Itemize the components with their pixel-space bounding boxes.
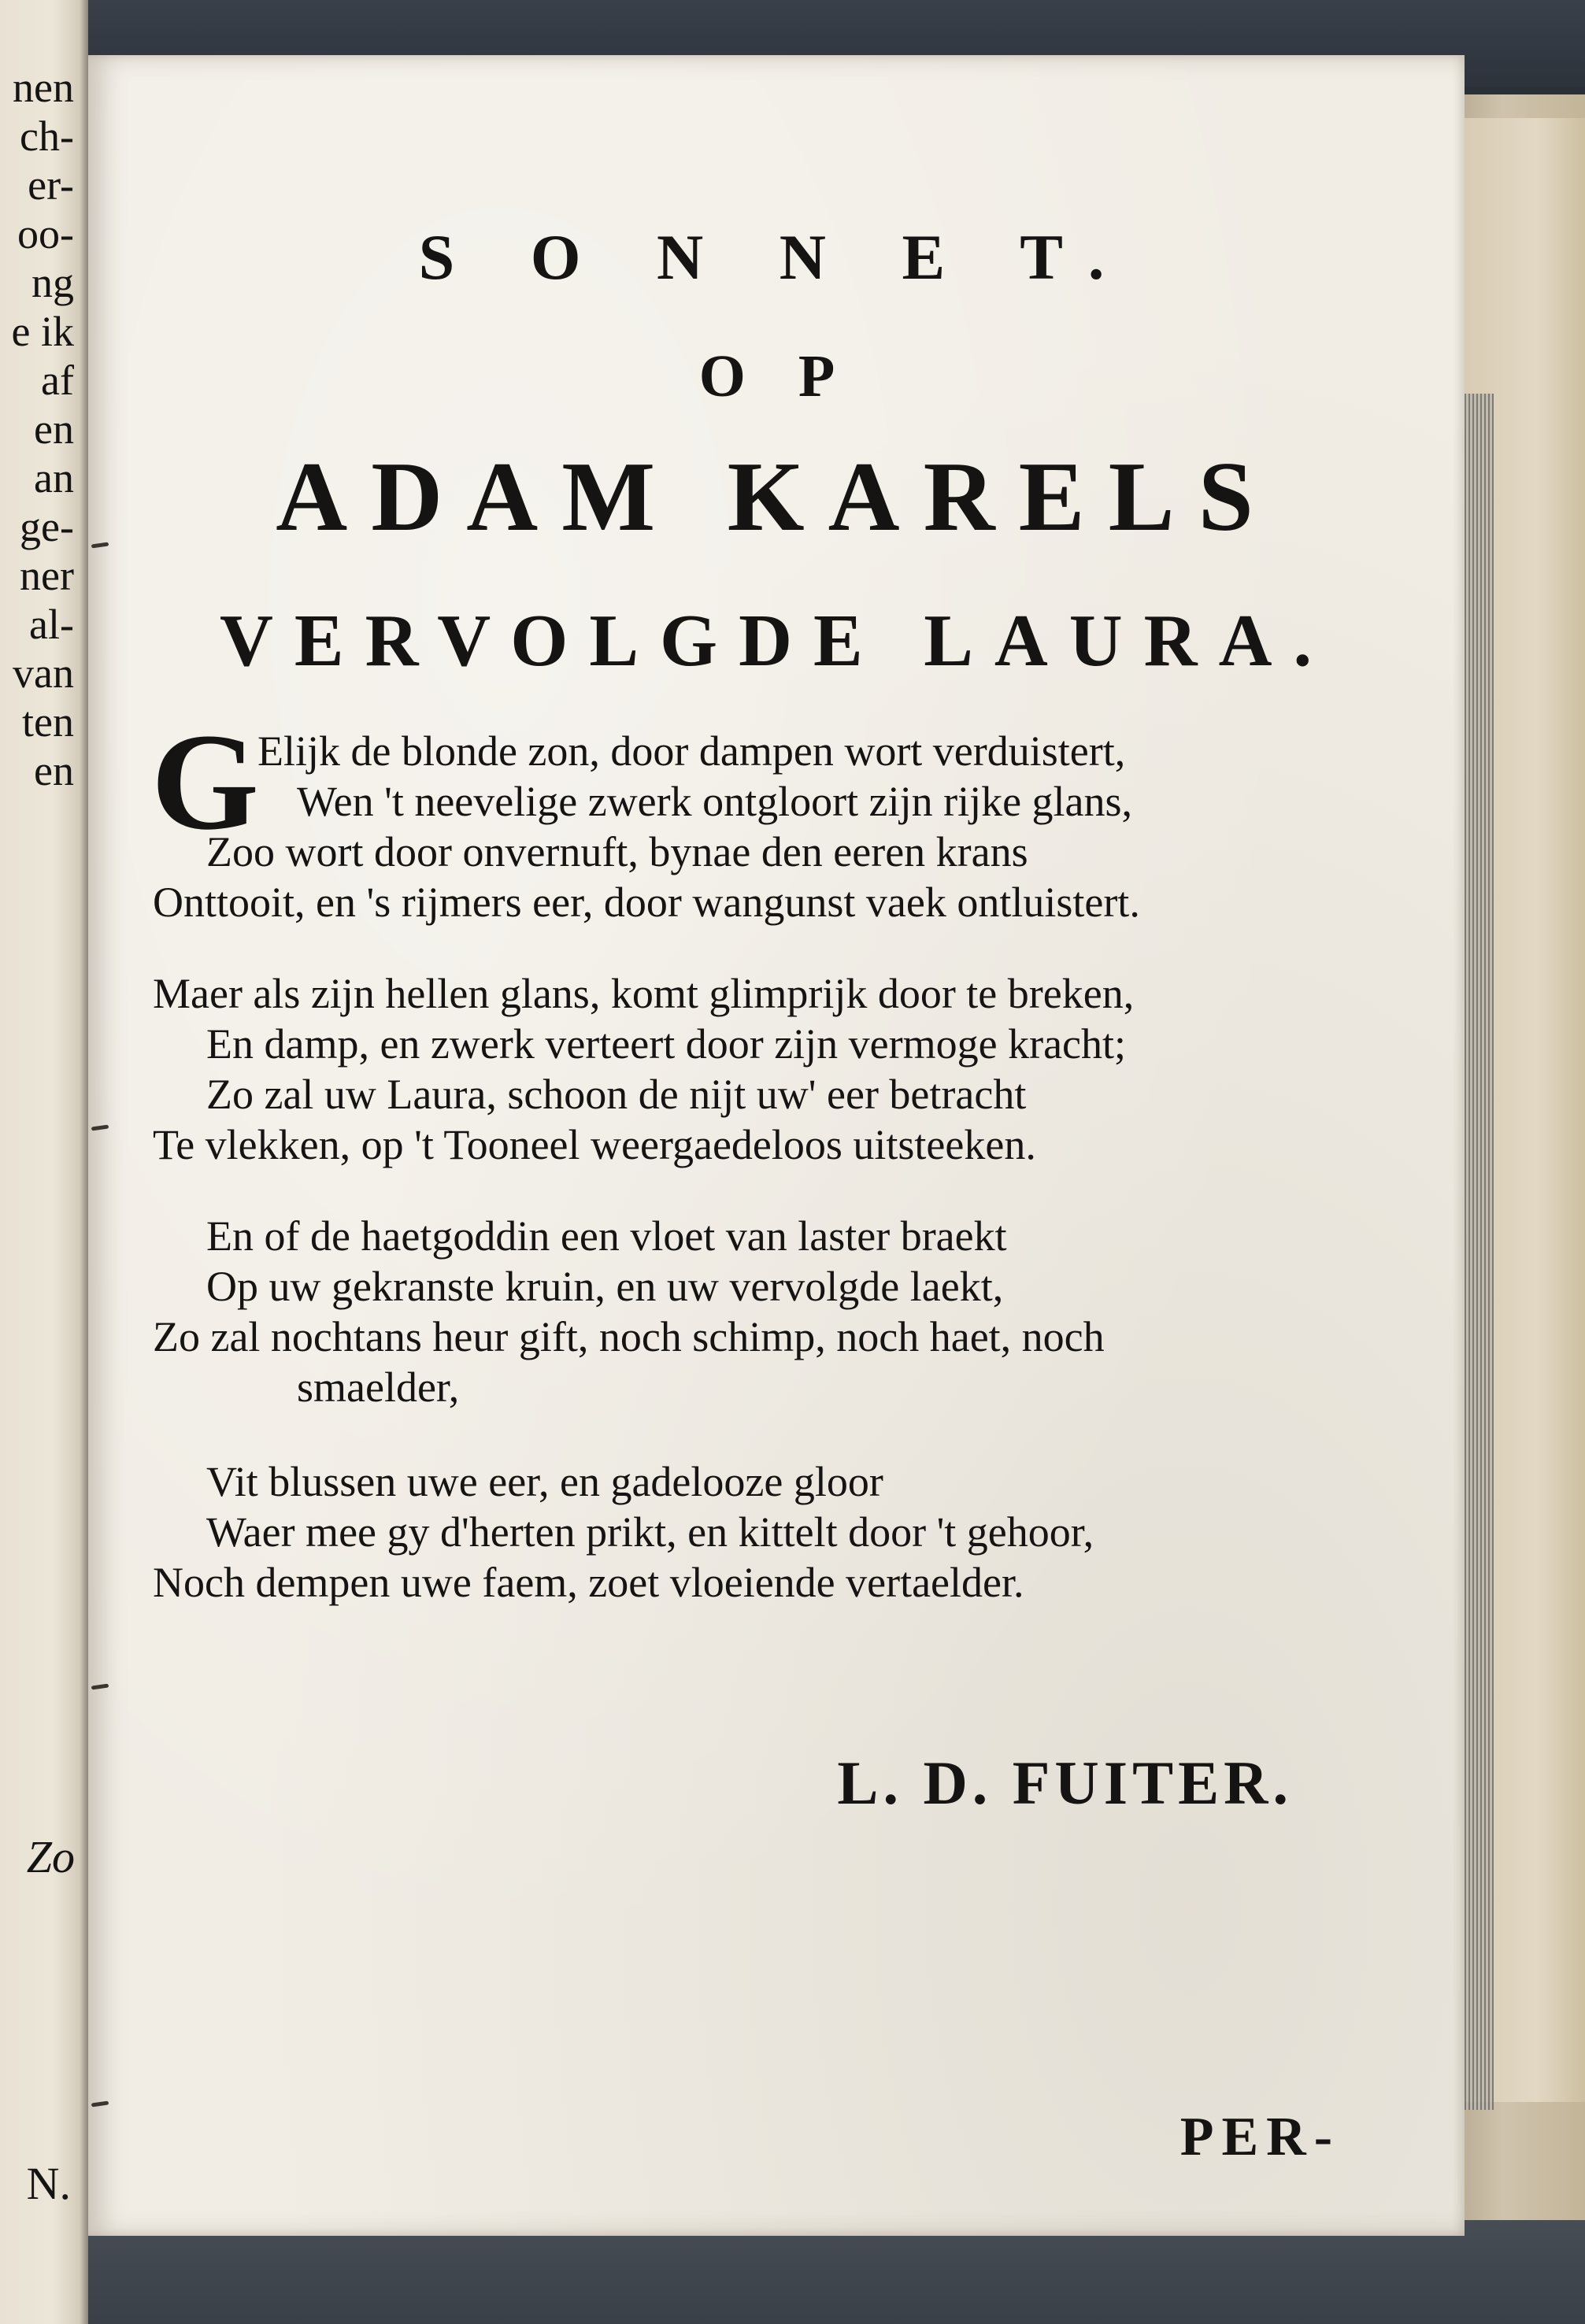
poem-line: Onttooit, en 's rijmers eer, door wangunst vaek ontluistert. [153,879,1140,926]
poem-line: Maer als zijn hellen glans, komt glimprijk door te breken, [153,970,1135,1017]
left-fragment: van [13,649,74,697]
left-fragment: ner [20,552,74,599]
poem-line: Zo zal nochtans heur gift, noch schimp, noch haet, noch [153,1313,1105,1360]
binding-stitch [91,1124,109,1131]
title-subtitle: VERVOLGDE LAURA. [220,600,1333,682]
binding-stitch [91,1683,109,1689]
poem-line: smaelder, [297,1364,460,1411]
left-fragment: e ik [11,308,74,355]
left-fragment: an [34,454,74,501]
left-fragment: ng [31,259,74,306]
left-page-text [0,63,88,795]
left-fragment: en [34,747,74,794]
left-fragment: en [34,405,74,453]
left-fragment: ch- [20,113,74,160]
poem-line: En of de haetgoddin een vloet van laster braekt [206,1212,1007,1260]
left-fragment: nen [13,64,74,111]
left-page-n: N. [26,2158,71,2209]
poem-line: Te vlekken, op 't Tooneel weergaedeloos uitsteeken. [153,1121,1036,1168]
sonnet-title: S O N N E T. [418,221,1135,293]
left-fragment: af [41,357,74,404]
drop-cap: G [151,705,259,859]
poem-line: Vit blussen uwe eer, en gadelooze gloor [206,1458,883,1505]
left-fragment: ten [22,698,74,746]
poem-line: Wen 't neevelige zwerk ontgloort zijn rijke glans, [297,778,1133,825]
left-page-fragment [0,0,88,2324]
left-fragment: al- [29,601,74,648]
left-fragment: oo- [17,210,74,257]
title-name: ADAM KARELS [276,442,1277,552]
poem-line: Waer mee gy d'herten prikt, en kittelt door 't gehoor, [206,1508,1094,1556]
page-edges [1461,394,1494,2110]
title-op: O P [698,343,854,409]
author-signature: L. D. FUITER. [837,1749,1293,1817]
left-fragment: er- [28,161,74,209]
poem-line: Zoo wort door onvernuft, bynae den eeren krans [206,828,1028,875]
book-page [88,55,1465,2236]
left-page-z: Zo [26,1831,75,1882]
poem-line: Noch dempen uwe faem, zoet vloeiende vertaelder. [153,1559,1024,1606]
poem-line: Op uw gekranste kruin, en uw vervolgde laekt, [206,1263,1004,1310]
left-fragment: ge- [20,503,74,550]
poem-line: Zo zal uw Laura, schoon de nijt uw' eer betracht [206,1071,1027,1118]
poem-line: En damp, en zwerk verteert door zijn vermoge kracht; [206,1020,1127,1068]
poem-line: Elijk de blonde zon, door dampen wort verduistert, [257,727,1126,775]
catchword: PER- [1179,2107,1340,2167]
